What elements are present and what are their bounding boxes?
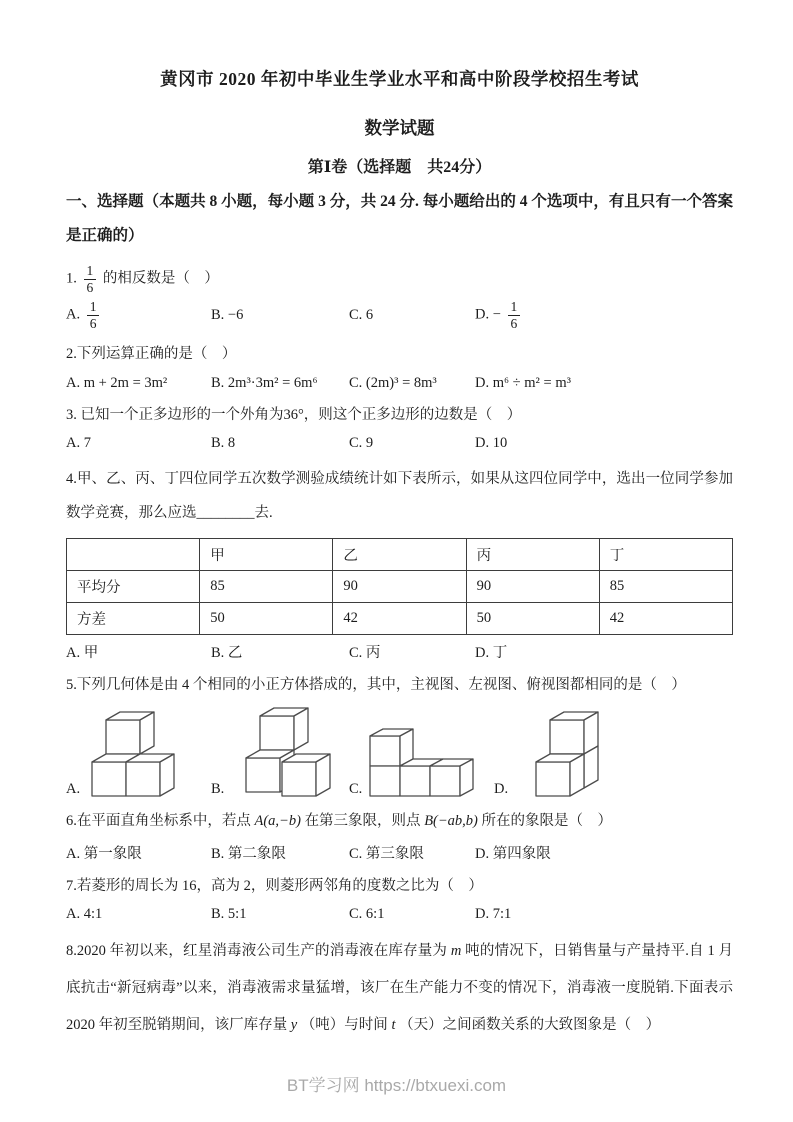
fraction-one-sixth: $\frac{1}{6}$ <box>508 299 521 331</box>
table-cell: 乙 <box>333 539 466 571</box>
option-a: A. 7 <box>66 435 91 452</box>
table-cell: 90 <box>466 571 599 603</box>
table-cell: 丁 <box>599 539 732 571</box>
fraction-one-sixth: $\frac{1}{6}$ <box>84 263 97 295</box>
question-6-options <box>66 842 733 863</box>
option-b: B. −6 <box>211 306 244 323</box>
section-title: 第Ⅰ卷（选择题 共24分） <box>307 159 492 176</box>
figure-option-c <box>349 727 494 798</box>
question-4 <box>66 462 733 662</box>
question-6 <box>66 808 733 863</box>
question-5 <box>66 672 733 798</box>
table-cell: 85 <box>200 571 333 603</box>
option-a: A. m + 2m = 3m² <box>66 374 168 391</box>
table-header-row <box>67 539 733 571</box>
figure-label: D. <box>494 781 509 798</box>
cube-stack-figure-d-icon <box>514 710 602 798</box>
page-title: 黄冈市 2020 年初中毕业生学业水平和高中阶段学校招生考试 <box>160 69 639 89</box>
page-subtitle: 数学试题 <box>364 118 435 138</box>
table-row <box>67 571 733 603</box>
question-1-suffix: 的相反数是（ ） <box>102 270 219 287</box>
section-intro: 一、选择题（本题共 8 小题，每小题 3 分，共 24 分. 每小题给出的 4 个选项中，有且只有一个答案是正确的） <box>66 193 733 245</box>
table-cell: 42 <box>333 603 466 635</box>
option-b: B. 8 <box>211 435 236 452</box>
figure-option-a <box>66 710 211 798</box>
table-cell: 方差 <box>67 603 200 635</box>
question-2-text: 2.下列运算正确的是（ ） <box>66 346 237 363</box>
option-c: C. (2m)³ = 8m³ <box>349 374 437 391</box>
question-8-text: 8.2020 年初以来，红星消毒液公司生产的消毒液在库存量为 m 吨的情况下，日销售量与产量持平.自 1 月底抗击“新冠病毒”以来，消毒液需求量猛增，该厂在生产能力不变的情况下，消毒液一度脱销.下面表示2020 年初至脱销期间，该厂库存量 y （吨）与时间 t （天）之间函数关系的大致图象是（ ） <box>66 943 734 1034</box>
question-5-text: 5.下列几何体是由 4 个相同的小正方体搭成的，其中，主视图、左视图、俯视图都相同的是（ ） <box>66 677 686 694</box>
option-b: B. 乙 <box>211 645 243 662</box>
math-var-y: y <box>290 1017 298 1034</box>
watermark-footer: BT学习网 https://btxuexi.com <box>286 1076 507 1095</box>
table-cell: 甲 <box>200 539 333 571</box>
question-3 <box>66 402 733 453</box>
table-cell: 50 <box>200 603 333 635</box>
option-c: C. 9 <box>349 435 374 452</box>
option-d: D. m⁶ ÷ m² = m³ <box>475 374 571 391</box>
question-4-options <box>66 641 733 662</box>
figure-label: A. <box>66 781 81 798</box>
option-c: C. 第三象限 <box>349 845 424 862</box>
math-point-b: B(−ab,b) <box>424 813 478 830</box>
option-b: B. 第二象限 <box>211 845 286 862</box>
option-a: A. 4:1 <box>66 906 103 923</box>
table-cell <box>67 539 200 571</box>
option-d: D. 丁 <box>475 645 508 662</box>
figure-option-b <box>211 706 349 798</box>
option-d: D. 7:1 <box>475 906 512 923</box>
question-7 <box>66 873 733 924</box>
question-number: 1. <box>66 270 77 287</box>
score-table <box>66 538 733 635</box>
option-b: B. 5:1 <box>211 906 247 923</box>
question-3-options <box>66 435 733 452</box>
option-d: D. − $\frac{1}{6}$ <box>475 299 733 331</box>
question-5-figures <box>66 706 733 798</box>
question-6-text: 6.在平面直角坐标系中，若点 A(a,−b) 在第三象限，则点 B(−ab,b) 所在的象限是（ ） <box>66 813 612 830</box>
figure-option-d <box>494 710 733 798</box>
table-cell: 50 <box>466 603 599 635</box>
cube-stack-figure-a-icon <box>86 710 178 798</box>
question-8 <box>66 933 733 1044</box>
math-point-a: A(a,−b) <box>254 813 301 830</box>
table-cell: 85 <box>599 571 732 603</box>
option-a: A. 第一象限 <box>66 845 142 862</box>
option-a: A. 甲 <box>66 645 99 662</box>
table-cell: 丙 <box>466 539 599 571</box>
question-3-text: 3. 已知一个正多边形的一个外角为36°，则这个正多边形的边数是（ ） <box>66 406 522 423</box>
cube-stack-figure-c-icon <box>368 727 476 798</box>
question-1 <box>66 263 733 331</box>
table-cell: 平均分 <box>67 571 200 603</box>
fraction-one-sixth: $\frac{1}{6}$ <box>87 299 100 331</box>
question-1-text <box>66 263 733 295</box>
question-2 <box>66 341 733 392</box>
option-c: C. 6 <box>349 306 374 323</box>
table-row <box>67 603 733 635</box>
question-7-text: 7.若菱形的周长为 16，高为 2，则菱形两邻角的度数之比为（ ） <box>66 877 483 894</box>
option-a: A. $\frac{1}{6}$ <box>66 299 211 331</box>
figure-label: B. <box>211 781 225 798</box>
table-cell: 90 <box>333 571 466 603</box>
option-b: B. 2m³·3m² = 6m⁶ <box>211 374 318 391</box>
question-4-text: 4.甲、乙、丙、丁四位同学五次数学测验成绩统计如下表所示，如果从这四位同学中，选出一位同学参加数学竞赛，那么应选________去. <box>66 471 733 522</box>
option-c: C. 丙 <box>349 645 381 662</box>
table-cell: 42 <box>599 603 732 635</box>
option-d: D. 第四象限 <box>475 845 551 862</box>
option-d: D. 10 <box>475 435 508 452</box>
question-7-options <box>66 906 733 923</box>
option-c: C. 6:1 <box>349 906 385 923</box>
question-1-options <box>66 299 733 331</box>
math-var-m: m <box>450 943 462 960</box>
question-2-options <box>66 375 733 392</box>
figure-label: C. <box>349 781 363 798</box>
cube-stack-figure-b-icon <box>230 706 332 798</box>
math-var-t: t <box>391 1017 396 1034</box>
